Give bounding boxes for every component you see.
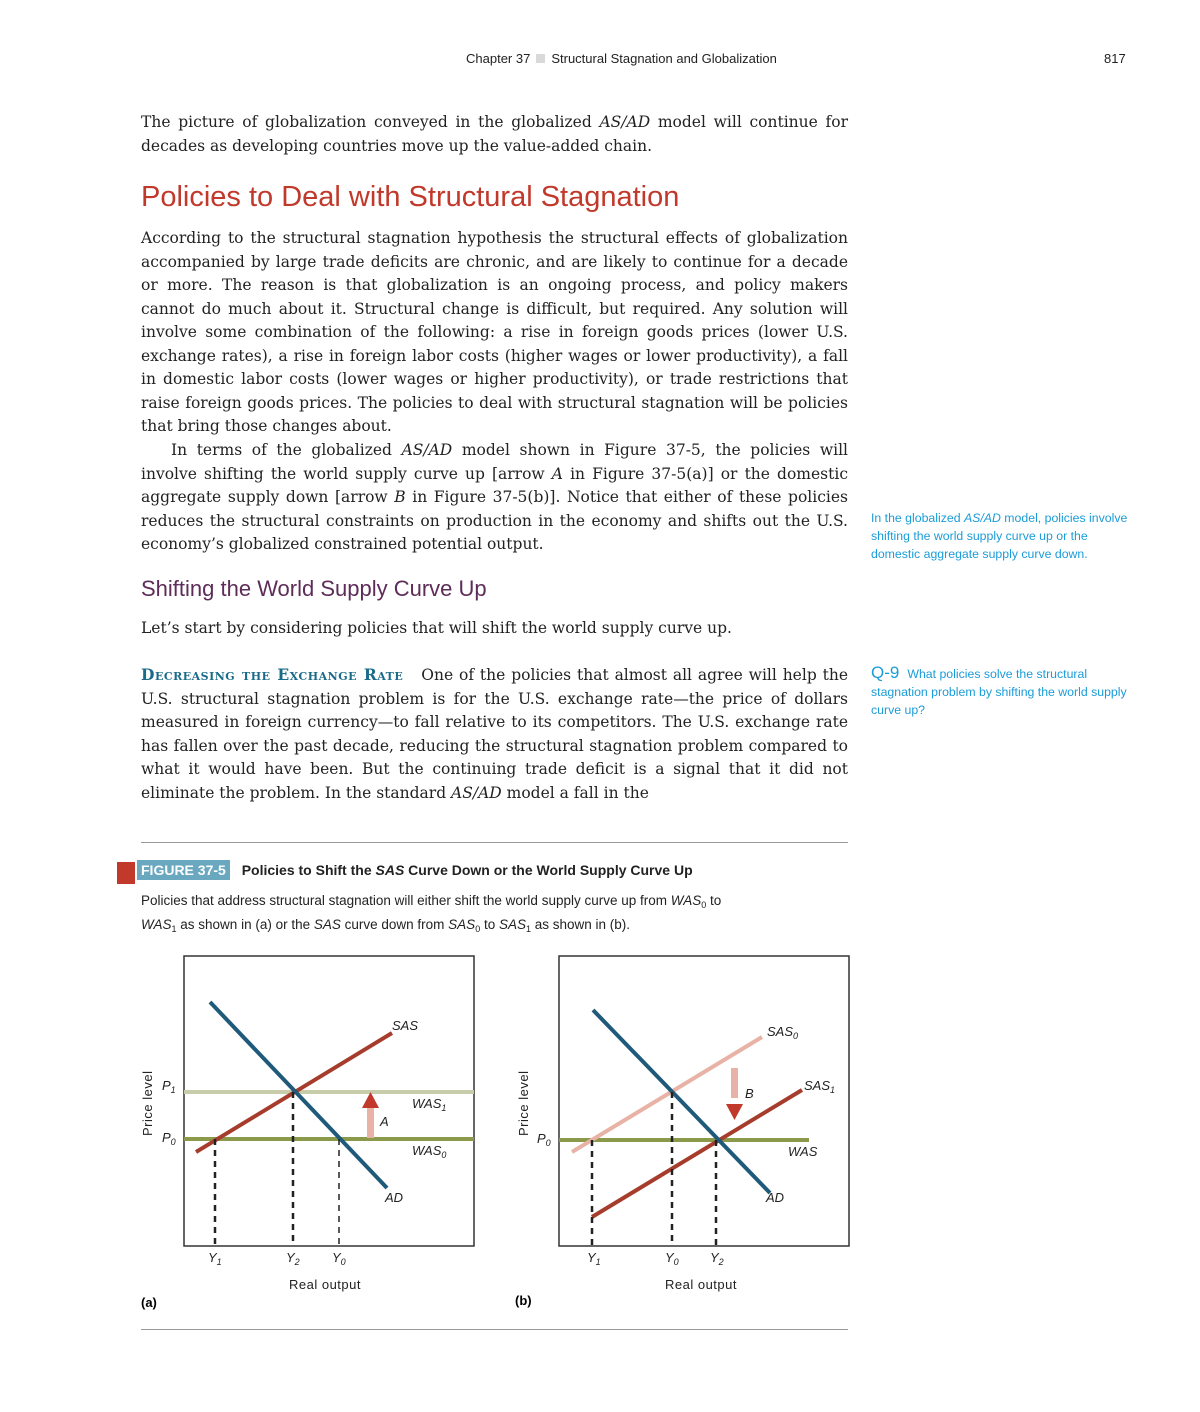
p1-label-a: $P_1$ xyxy=(162,1078,176,1095)
x-axis-title-a: Real output xyxy=(289,1277,361,1292)
panel-a xyxy=(140,956,474,1310)
figure-red-bar xyxy=(117,862,135,884)
paragraph-globalized-model: In terms of the globalized AS/AD model shown in Figure 37-5, the policies will involve shifting the world supply curve up [arrow A in Figure 37-5(a)] or the domestic aggregate supply down [arrow B in Figure 37-5(b)]. Notice that either of these policies reduces the structural constraints on production in the economy and shifts out the U.S. economy’s globalized constrained potential output. xyxy=(141,441,848,553)
p0-label-b: $P_0$ xyxy=(537,1131,551,1148)
arrow-a-label: A xyxy=(380,1114,389,1129)
figure-top-rule xyxy=(141,842,848,843)
was0-label-a: $WAS_0$ xyxy=(412,1143,447,1160)
y-axis-title-b: Price level xyxy=(516,1070,531,1136)
panel-b xyxy=(515,956,849,1308)
figure-graphs xyxy=(130,940,870,1320)
sas-label-a: SAS xyxy=(392,1018,419,1033)
was-label-b: WAS xyxy=(788,1144,818,1159)
y-axis-title-a: Price level xyxy=(140,1070,155,1136)
question-number: Q-9 xyxy=(871,663,900,682)
run-in-heading: Decreasing the Exchange Rate xyxy=(141,665,404,684)
y1-label-b: $Y_1$ xyxy=(587,1250,601,1267)
panel-b-frame xyxy=(559,956,849,1246)
figure-title: FIGURE 37-5 Policies to Shift the SAS Curve Down or the World Supply Curve Up xyxy=(137,862,693,878)
paragraph-structural-hypothesis: According to the structural stagnation hypothesis the structural effects of globalization accompanied by large trade deficits are chronic, and are likely to continue for a decade or more. The reason is that globalization is an ongoing process, and policy makers cannot do much about it. Structural change is difficult, but required. Any solution will involve some combination of the following: a rise in foreign goods prices (lower U.S. exchange rates), a rise in foreign labor costs (higher wages or lower productivity), a fall in domestic labor costs (lower wages or higher productivity), or trade restrictions that raise foreign goods prices. The policies to deal with structural stagnation will be policies that bring those changes about. xyxy=(141,229,848,435)
y2-label-b: $Y_2$ xyxy=(710,1250,724,1267)
subsection-heading: Shifting the World Supply Curve Up xyxy=(141,576,487,601)
y0-label-b: $Y_0$ xyxy=(665,1250,679,1267)
arrow-a-shaft xyxy=(367,1105,374,1138)
figure-bottom-rule xyxy=(141,1329,848,1330)
question-q9 xyxy=(871,664,1133,719)
section-heading: Policies to Deal with Structural Stagnation xyxy=(141,181,680,213)
paragraph-start: Let’s start by considering policies that will shift the world supply curve up. xyxy=(141,619,732,637)
y2-label-a: $Y_2$ xyxy=(286,1250,300,1267)
chapter-number: Chapter 37 xyxy=(466,51,531,66)
was1-label-a: $WAS_1$ xyxy=(412,1096,447,1113)
chapter-title: Structural Stagnation and Globalization xyxy=(551,51,777,66)
p0-label-a: $P_0$ xyxy=(162,1130,176,1147)
separator-square-icon xyxy=(536,54,545,63)
figure-label: FIGURE 37-5 xyxy=(137,860,230,880)
ad-label-b: AD xyxy=(766,1190,785,1205)
y1-label-a: $Y_1$ xyxy=(208,1250,222,1267)
intro-paragraph: The picture of globalization conveyed in the globalized AS/AD model will continue for decades as developing countries move up the value-added chain. xyxy=(141,113,848,155)
x-axis-title-b: Real output xyxy=(665,1277,737,1292)
arrow-b-shaft xyxy=(731,1068,738,1098)
arrow-b-label: B xyxy=(745,1086,754,1101)
chapter-heading xyxy=(466,51,777,66)
figure-caption: Policies that address structural stagnation will either shift the world supply curve up from $WAS_0$ to $WAS_1$ as shown in (a) or the SAS curve down from $SAS_0$ to $SAS_1$ as shown in (b). xyxy=(141,893,722,934)
panel-a-tag: (a) xyxy=(141,1295,157,1310)
sas0-label-b: $SAS_0$ xyxy=(767,1024,799,1041)
margin-note: In the globalized AS/AD model, policies involve shifting the world supply curve up or the domestic aggregate supply curve down. xyxy=(871,511,1128,561)
sas1-label-b: $SAS_1$ xyxy=(804,1078,836,1095)
ad-label-a: AD xyxy=(385,1190,404,1205)
page-number: 817 xyxy=(1104,51,1126,66)
paragraph-exchange-rate: Decreasing the Exchange Rate One of the policies that almost all agree will help the U.S. structural stagnation problem is for the U.S. exchange rate—the price of dollars measured in foreign currency—to fall relative to its competitors. The U.S. exchange rate has fallen over the past decade, reducing the structural stagnation problem compared to what it would have been. But the continuing trade deficit is a signal that it did not eliminate the problem. In the standard AS/AD model a fall in the xyxy=(141,665,849,802)
y0-label-a: $Y_0$ xyxy=(332,1250,346,1267)
panel-b-tag: (b) xyxy=(515,1293,532,1308)
question-text: What policies solve the structural stagnation problem by shifting the world supply curve up? xyxy=(871,667,1127,717)
